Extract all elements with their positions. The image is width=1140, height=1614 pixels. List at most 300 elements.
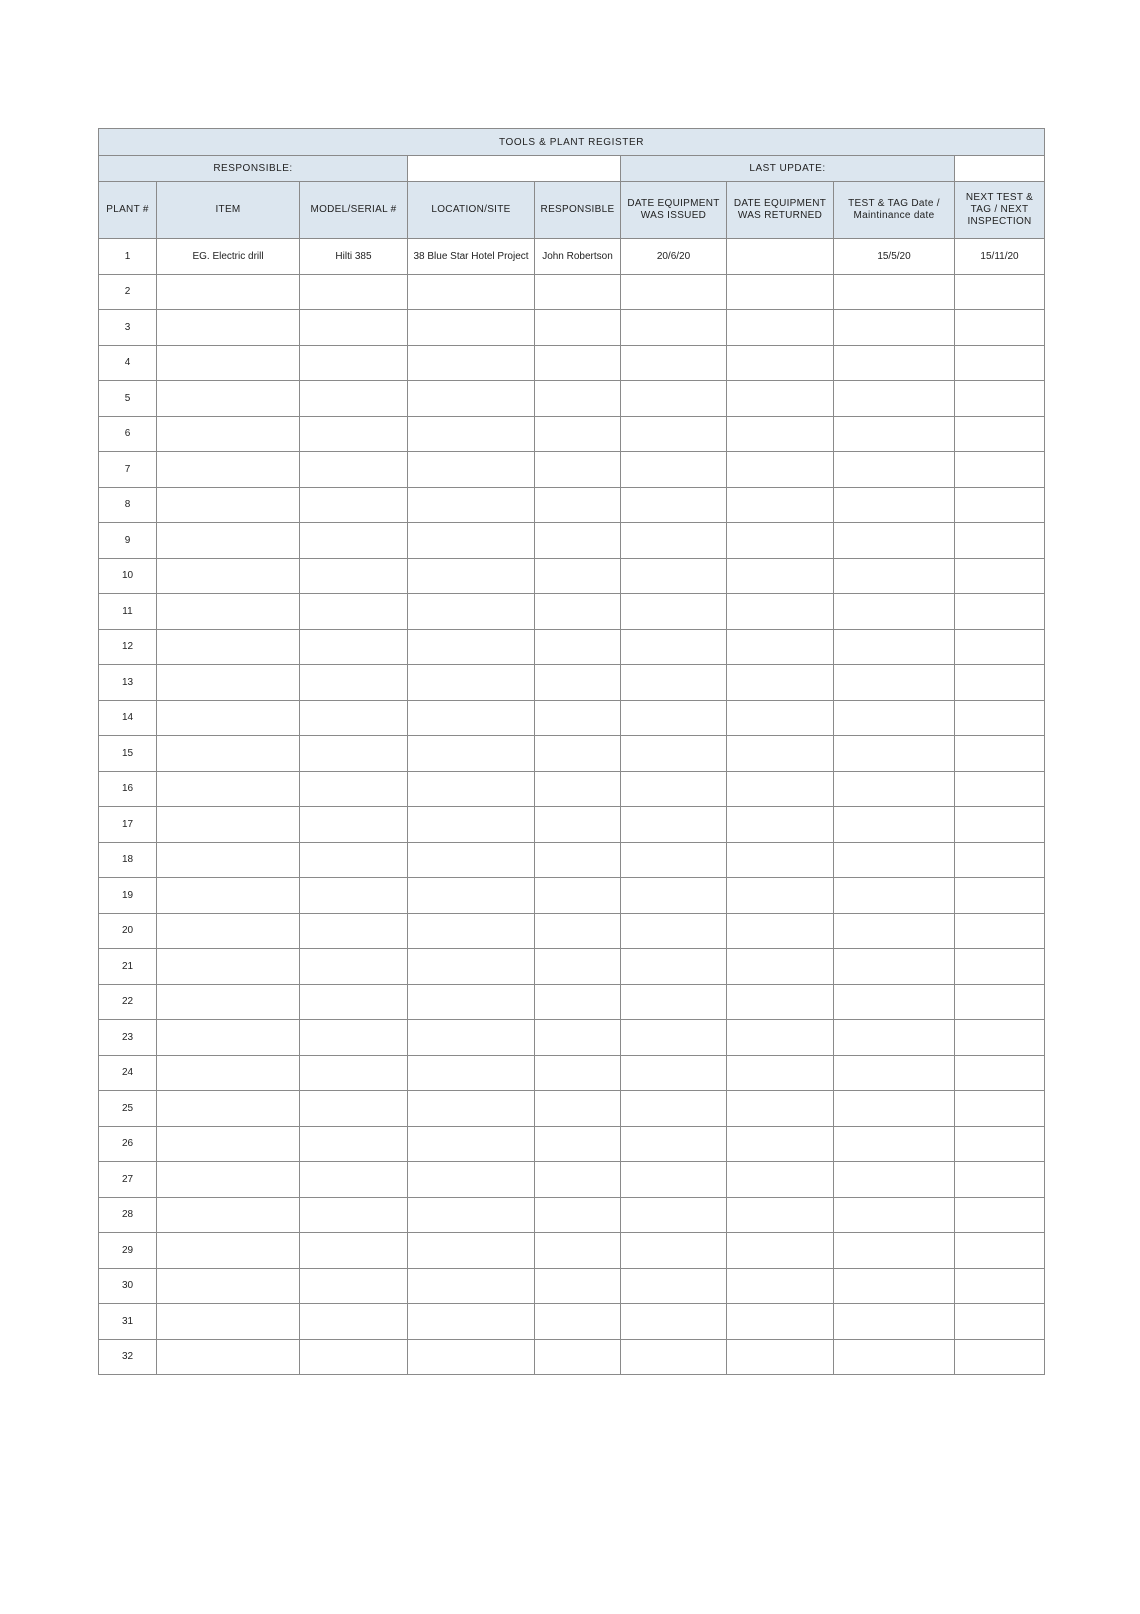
cell-location-site[interactable] <box>408 1268 535 1304</box>
cell-test-tag-date[interactable] <box>834 665 955 701</box>
cell-date-returned[interactable] <box>727 1091 834 1127</box>
cell-model-serial[interactable] <box>300 984 408 1020</box>
cell-item[interactable] <box>157 1197 300 1233</box>
cell-responsible[interactable] <box>535 700 621 736</box>
cell-date-issued[interactable] <box>621 1339 727 1375</box>
cell-responsible[interactable] <box>535 629 621 665</box>
cell-next-test-tag[interactable]: 15/11/20 <box>955 239 1045 275</box>
cell-location-site[interactable] <box>408 1197 535 1233</box>
cell-model-serial[interactable] <box>300 1304 408 1340</box>
cell-model-serial[interactable] <box>300 345 408 381</box>
cell-responsible[interactable] <box>535 310 621 346</box>
cell-test-tag-date[interactable] <box>834 949 955 985</box>
cell-date-issued[interactable] <box>621 842 727 878</box>
cell-test-tag-date[interactable] <box>834 523 955 559</box>
cell-responsible[interactable] <box>535 274 621 310</box>
cell-date-returned[interactable] <box>727 949 834 985</box>
cell-date-returned[interactable] <box>727 594 834 630</box>
cell-responsible[interactable] <box>535 984 621 1020</box>
cell-item[interactable] <box>157 1268 300 1304</box>
cell-item[interactable]: EG. Electric drill <box>157 239 300 275</box>
cell-location-site[interactable] <box>408 949 535 985</box>
cell-responsible[interactable] <box>535 1233 621 1269</box>
cell-item[interactable] <box>157 310 300 346</box>
cell-test-tag-date[interactable] <box>834 1055 955 1091</box>
cell-item[interactable] <box>157 274 300 310</box>
cell-responsible[interactable] <box>535 665 621 701</box>
table-row <box>99 452 1045 488</box>
cell-model-serial[interactable] <box>300 913 408 949</box>
cell-test-tag-date[interactable] <box>834 1020 955 1056</box>
cell-location-site[interactable] <box>408 629 535 665</box>
cell-item[interactable] <box>157 736 300 772</box>
cell-date-returned[interactable] <box>727 878 834 914</box>
cell-location-site[interactable] <box>408 523 535 559</box>
cell-next-test-tag[interactable] <box>955 1197 1045 1233</box>
col-header-date-issued: DATE EQUIPMENT WAS ISSUED <box>621 182 727 239</box>
last-update-field[interactable] <box>955 156 1045 182</box>
cell-model-serial[interactable] <box>300 487 408 523</box>
cell-location-site[interactable] <box>408 771 535 807</box>
cell-test-tag-date[interactable] <box>834 558 955 594</box>
cell-date-returned[interactable] <box>727 736 834 772</box>
cell-responsible[interactable]: John Robertson <box>535 239 621 275</box>
cell-test-tag-date[interactable] <box>834 1197 955 1233</box>
cell-next-test-tag[interactable] <box>955 842 1045 878</box>
cell-responsible[interactable] <box>535 1091 621 1127</box>
cell-test-tag-date[interactable] <box>834 1268 955 1304</box>
cell-item[interactable] <box>157 878 300 914</box>
cell-date-issued[interactable] <box>621 594 727 630</box>
cell-responsible[interactable] <box>535 1162 621 1198</box>
cell-date-returned[interactable] <box>727 665 834 701</box>
cell-date-returned[interactable] <box>727 523 834 559</box>
cell-location-site[interactable] <box>408 1339 535 1375</box>
table-row <box>99 629 1045 665</box>
cell-model-serial[interactable] <box>300 771 408 807</box>
cell-responsible[interactable] <box>535 878 621 914</box>
cell-date-returned[interactable] <box>727 771 834 807</box>
cell-plant-number: 10 <box>99 558 157 594</box>
cell-model-serial[interactable] <box>300 629 408 665</box>
cell-location-site[interactable] <box>408 984 535 1020</box>
cell-plant-number: 14 <box>99 700 157 736</box>
cell-location-site[interactable]: 38 Blue Star Hotel Project <box>408 239 535 275</box>
cell-plant-number: 3 <box>99 310 157 346</box>
cell-plant-number: 20 <box>99 913 157 949</box>
cell-next-test-tag[interactable] <box>955 1339 1045 1375</box>
cell-location-site[interactable] <box>408 1091 535 1127</box>
cell-location-site[interactable] <box>408 487 535 523</box>
cell-model-serial[interactable] <box>300 736 408 772</box>
cell-item[interactable] <box>157 523 300 559</box>
cell-date-returned[interactable] <box>727 452 834 488</box>
cell-date-returned[interactable] <box>727 558 834 594</box>
cell-next-test-tag[interactable] <box>955 310 1045 346</box>
cell-test-tag-date[interactable] <box>834 771 955 807</box>
cell-item[interactable] <box>157 416 300 452</box>
cell-item[interactable] <box>157 949 300 985</box>
cell-item[interactable] <box>157 558 300 594</box>
cell-responsible[interactable] <box>535 416 621 452</box>
cell-test-tag-date[interactable] <box>834 1304 955 1340</box>
cell-location-site[interactable] <box>408 1233 535 1269</box>
cell-next-test-tag[interactable] <box>955 700 1045 736</box>
cell-date-returned[interactable] <box>727 700 834 736</box>
cell-model-serial[interactable] <box>300 381 408 417</box>
cell-item[interactable] <box>157 452 300 488</box>
cell-date-returned[interactable] <box>727 1304 834 1340</box>
cell-responsible[interactable] <box>535 1339 621 1375</box>
cell-plant-number: 28 <box>99 1197 157 1233</box>
cell-location-site[interactable] <box>408 594 535 630</box>
table-row <box>99 913 1045 949</box>
cell-location-site[interactable] <box>408 452 535 488</box>
cell-next-test-tag[interactable] <box>955 594 1045 630</box>
cell-item[interactable] <box>157 1233 300 1269</box>
cell-plant-number: 5 <box>99 381 157 417</box>
cell-date-issued[interactable] <box>621 629 727 665</box>
table-row <box>99 949 1045 985</box>
cell-date-issued[interactable] <box>621 1020 727 1056</box>
cell-test-tag-date[interactable] <box>834 1162 955 1198</box>
cell-next-test-tag[interactable] <box>955 558 1045 594</box>
cell-test-tag-date[interactable] <box>834 878 955 914</box>
cell-date-returned[interactable] <box>727 416 834 452</box>
cell-item[interactable] <box>157 913 300 949</box>
cell-date-returned[interactable] <box>727 274 834 310</box>
cell-date-issued[interactable] <box>621 1268 727 1304</box>
cell-date-issued[interactable] <box>621 1197 727 1233</box>
cell-date-issued[interactable] <box>621 1162 727 1198</box>
cell-test-tag-date[interactable] <box>834 274 955 310</box>
cell-item[interactable] <box>157 345 300 381</box>
cell-item[interactable] <box>157 487 300 523</box>
cell-model-serial[interactable]: Hilti 385 <box>300 239 408 275</box>
cell-test-tag-date[interactable]: 15/5/20 <box>834 239 955 275</box>
cell-model-serial[interactable] <box>300 452 408 488</box>
cell-model-serial[interactable] <box>300 1055 408 1091</box>
cell-responsible[interactable] <box>535 452 621 488</box>
cell-location-site[interactable] <box>408 558 535 594</box>
cell-date-issued[interactable] <box>621 558 727 594</box>
table-row <box>99 416 1045 452</box>
cell-date-issued[interactable] <box>621 736 727 772</box>
cell-plant-number: 6 <box>99 416 157 452</box>
cell-location-site[interactable] <box>408 274 535 310</box>
cell-test-tag-date[interactable] <box>834 345 955 381</box>
cell-next-test-tag[interactable] <box>955 807 1045 843</box>
table-row <box>99 736 1045 772</box>
cell-date-issued[interactable] <box>621 345 727 381</box>
cell-model-serial[interactable] <box>300 700 408 736</box>
cell-next-test-tag[interactable] <box>955 984 1045 1020</box>
cell-model-serial[interactable] <box>300 1126 408 1162</box>
cell-next-test-tag[interactable] <box>955 487 1045 523</box>
cell-item[interactable] <box>157 984 300 1020</box>
cell-location-site[interactable] <box>408 878 535 914</box>
table-row <box>99 1233 1045 1269</box>
cell-responsible[interactable] <box>535 771 621 807</box>
cell-date-issued[interactable] <box>621 878 727 914</box>
cell-item[interactable] <box>157 1162 300 1198</box>
cell-location-site[interactable] <box>408 807 535 843</box>
cell-item[interactable] <box>157 807 300 843</box>
cell-item[interactable] <box>157 700 300 736</box>
cell-date-issued[interactable] <box>621 274 727 310</box>
cell-model-serial[interactable] <box>300 665 408 701</box>
table-row <box>99 1197 1045 1233</box>
cell-responsible[interactable] <box>535 487 621 523</box>
cell-plant-number: 12 <box>99 629 157 665</box>
cell-location-site[interactable] <box>408 381 535 417</box>
cell-date-returned[interactable] <box>727 487 834 523</box>
cell-date-issued[interactable] <box>621 381 727 417</box>
cell-model-serial[interactable] <box>300 949 408 985</box>
cell-item[interactable] <box>157 1020 300 1056</box>
cell-location-site[interactable] <box>408 700 535 736</box>
cell-date-returned[interactable] <box>727 1233 834 1269</box>
cell-test-tag-date[interactable] <box>834 842 955 878</box>
col-header-responsible: RESPONSIBLE <box>535 182 621 239</box>
cell-test-tag-date[interactable] <box>834 487 955 523</box>
column-header-row <box>99 182 1045 239</box>
table-row <box>99 558 1045 594</box>
cell-plant-number: 30 <box>99 1268 157 1304</box>
cell-model-serial[interactable] <box>300 558 408 594</box>
table-row <box>99 1020 1045 1056</box>
cell-date-issued[interactable] <box>621 665 727 701</box>
cell-location-site[interactable] <box>408 310 535 346</box>
cell-next-test-tag[interactable] <box>955 629 1045 665</box>
cell-test-tag-date[interactable] <box>834 381 955 417</box>
cell-model-serial[interactable] <box>300 416 408 452</box>
cell-next-test-tag[interactable] <box>955 878 1045 914</box>
cell-test-tag-date[interactable] <box>834 416 955 452</box>
cell-model-serial[interactable] <box>300 1197 408 1233</box>
cell-responsible[interactable] <box>535 381 621 417</box>
cell-date-issued[interactable] <box>621 984 727 1020</box>
cell-date-issued[interactable] <box>621 1091 727 1127</box>
cell-responsible[interactable] <box>535 913 621 949</box>
cell-test-tag-date[interactable] <box>834 310 955 346</box>
cell-date-issued[interactable] <box>621 700 727 736</box>
cell-location-site[interactable] <box>408 1020 535 1056</box>
cell-next-test-tag[interactable] <box>955 736 1045 772</box>
cell-plant-number: 22 <box>99 984 157 1020</box>
cell-model-serial[interactable] <box>300 878 408 914</box>
cell-date-returned[interactable] <box>727 1197 834 1233</box>
col-header-item: ITEM <box>157 182 300 239</box>
cell-model-serial[interactable] <box>300 523 408 559</box>
cell-test-tag-date[interactable] <box>834 736 955 772</box>
cell-date-returned[interactable] <box>727 1162 834 1198</box>
cell-next-test-tag[interactable] <box>955 274 1045 310</box>
cell-location-site[interactable] <box>408 416 535 452</box>
cell-location-site[interactable] <box>408 665 535 701</box>
cell-date-issued[interactable] <box>621 523 727 559</box>
cell-item[interactable] <box>157 1091 300 1127</box>
cell-date-returned[interactable] <box>727 1020 834 1056</box>
cell-next-test-tag[interactable] <box>955 913 1045 949</box>
cell-location-site[interactable] <box>408 1055 535 1091</box>
cell-next-test-tag[interactable] <box>955 381 1045 417</box>
cell-responsible[interactable] <box>535 1268 621 1304</box>
cell-location-site[interactable] <box>408 1162 535 1198</box>
cell-date-issued[interactable] <box>621 1304 727 1340</box>
table-row <box>99 700 1045 736</box>
cell-model-serial[interactable] <box>300 1268 408 1304</box>
cell-next-test-tag[interactable] <box>955 949 1045 985</box>
table-row <box>99 984 1045 1020</box>
cell-next-test-tag[interactable] <box>955 416 1045 452</box>
cell-date-issued[interactable] <box>621 949 727 985</box>
cell-test-tag-date[interactable] <box>834 1091 955 1127</box>
cell-next-test-tag[interactable] <box>955 345 1045 381</box>
cell-next-test-tag[interactable] <box>955 1020 1045 1056</box>
cell-date-returned[interactable] <box>727 842 834 878</box>
cell-responsible[interactable] <box>535 1126 621 1162</box>
cell-next-test-tag[interactable] <box>955 1304 1045 1340</box>
cell-next-test-tag[interactable] <box>955 1268 1045 1304</box>
cell-model-serial[interactable] <box>300 1091 408 1127</box>
cell-location-site[interactable] <box>408 1304 535 1340</box>
cell-model-serial[interactable] <box>300 594 408 630</box>
cell-date-issued[interactable] <box>621 1055 727 1091</box>
cell-location-site[interactable] <box>408 1126 535 1162</box>
col-header-model-serial: MODEL/SERIAL # <box>300 182 408 239</box>
register-title: TOOLS & PLANT REGISTER <box>99 129 1045 156</box>
cell-plant-number: 17 <box>99 807 157 843</box>
cell-date-issued[interactable] <box>621 452 727 488</box>
cell-date-returned[interactable] <box>727 1339 834 1375</box>
table-row <box>99 842 1045 878</box>
cell-test-tag-date[interactable] <box>834 1126 955 1162</box>
cell-test-tag-date[interactable] <box>834 1339 955 1375</box>
cell-date-returned[interactable] <box>727 807 834 843</box>
cell-next-test-tag[interactable] <box>955 1055 1045 1091</box>
cell-responsible[interactable] <box>535 842 621 878</box>
cell-test-tag-date[interactable] <box>834 700 955 736</box>
meta-row <box>99 156 1045 182</box>
cell-model-serial[interactable] <box>300 1162 408 1198</box>
cell-location-site[interactable] <box>408 913 535 949</box>
responsible-field[interactable] <box>408 156 621 182</box>
cell-date-returned[interactable] <box>727 913 834 949</box>
cell-date-returned[interactable] <box>727 345 834 381</box>
cell-next-test-tag[interactable] <box>955 1091 1045 1127</box>
cell-next-test-tag[interactable] <box>955 1233 1045 1269</box>
cell-model-serial[interactable] <box>300 274 408 310</box>
col-header-next-test-tag: NEXT TEST & TAG / NEXT INSPECTION <box>955 182 1045 239</box>
cell-date-issued[interactable] <box>621 310 727 346</box>
cell-next-test-tag[interactable] <box>955 523 1045 559</box>
cell-next-test-tag[interactable] <box>955 665 1045 701</box>
cell-date-issued[interactable] <box>621 487 727 523</box>
cell-test-tag-date[interactable] <box>834 1233 955 1269</box>
cell-date-returned[interactable] <box>727 239 834 275</box>
cell-responsible[interactable] <box>535 1020 621 1056</box>
cell-test-tag-date[interactable] <box>834 629 955 665</box>
cell-test-tag-date[interactable] <box>834 807 955 843</box>
cell-responsible[interactable] <box>535 523 621 559</box>
cell-item[interactable] <box>157 594 300 630</box>
cell-date-issued[interactable] <box>621 416 727 452</box>
cell-model-serial[interactable] <box>300 1339 408 1375</box>
cell-test-tag-date[interactable] <box>834 913 955 949</box>
table-row <box>99 771 1045 807</box>
cell-date-returned[interactable] <box>727 629 834 665</box>
cell-date-issued[interactable] <box>621 1233 727 1269</box>
cell-responsible[interactable] <box>535 594 621 630</box>
cell-plant-number: 1 <box>99 239 157 275</box>
cell-location-site[interactable] <box>408 842 535 878</box>
cell-plant-number: 8 <box>99 487 157 523</box>
cell-model-serial[interactable] <box>300 310 408 346</box>
cell-next-test-tag[interactable] <box>955 1126 1045 1162</box>
cell-responsible[interactable] <box>535 1197 621 1233</box>
cell-model-serial[interactable] <box>300 1020 408 1056</box>
table-row <box>99 807 1045 843</box>
cell-date-returned[interactable] <box>727 984 834 1020</box>
cell-responsible[interactable] <box>535 736 621 772</box>
cell-responsible[interactable] <box>535 1055 621 1091</box>
cell-item[interactable] <box>157 1304 300 1340</box>
cell-responsible[interactable] <box>535 807 621 843</box>
cell-next-test-tag[interactable] <box>955 452 1045 488</box>
cell-plant-number: 29 <box>99 1233 157 1269</box>
cell-test-tag-date[interactable] <box>834 984 955 1020</box>
cell-date-issued[interactable]: 20/6/20 <box>621 239 727 275</box>
table-row <box>99 1091 1045 1127</box>
cell-date-returned[interactable] <box>727 310 834 346</box>
cell-date-returned[interactable] <box>727 1126 834 1162</box>
cell-item[interactable] <box>157 842 300 878</box>
cell-item[interactable] <box>157 1126 300 1162</box>
cell-next-test-tag[interactable] <box>955 1162 1045 1198</box>
cell-item[interactable] <box>157 665 300 701</box>
cell-test-tag-date[interactable] <box>834 452 955 488</box>
cell-location-site[interactable] <box>408 345 535 381</box>
cell-model-serial[interactable] <box>300 1233 408 1269</box>
table-row <box>99 1268 1045 1304</box>
cell-model-serial[interactable] <box>300 842 408 878</box>
cell-model-serial[interactable] <box>300 807 408 843</box>
cell-date-issued[interactable] <box>621 1126 727 1162</box>
cell-date-returned[interactable] <box>727 1268 834 1304</box>
cell-item[interactable] <box>157 771 300 807</box>
cell-responsible[interactable] <box>535 345 621 381</box>
cell-item[interactable] <box>157 381 300 417</box>
cell-next-test-tag[interactable] <box>955 771 1045 807</box>
cell-location-site[interactable] <box>408 736 535 772</box>
cell-plant-number: 27 <box>99 1162 157 1198</box>
table-row <box>99 1162 1045 1198</box>
cell-date-returned[interactable] <box>727 381 834 417</box>
cell-date-issued[interactable] <box>621 913 727 949</box>
cell-item[interactable] <box>157 1339 300 1375</box>
cell-date-issued[interactable] <box>621 807 727 843</box>
cell-date-returned[interactable] <box>727 1055 834 1091</box>
cell-date-issued[interactable] <box>621 771 727 807</box>
cell-responsible[interactable] <box>535 1304 621 1340</box>
cell-item[interactable] <box>157 629 300 665</box>
cell-responsible[interactable] <box>535 558 621 594</box>
cell-test-tag-date[interactable] <box>834 594 955 630</box>
cell-item[interactable] <box>157 1055 300 1091</box>
cell-plant-number: 31 <box>99 1304 157 1340</box>
cell-responsible[interactable] <box>535 949 621 985</box>
